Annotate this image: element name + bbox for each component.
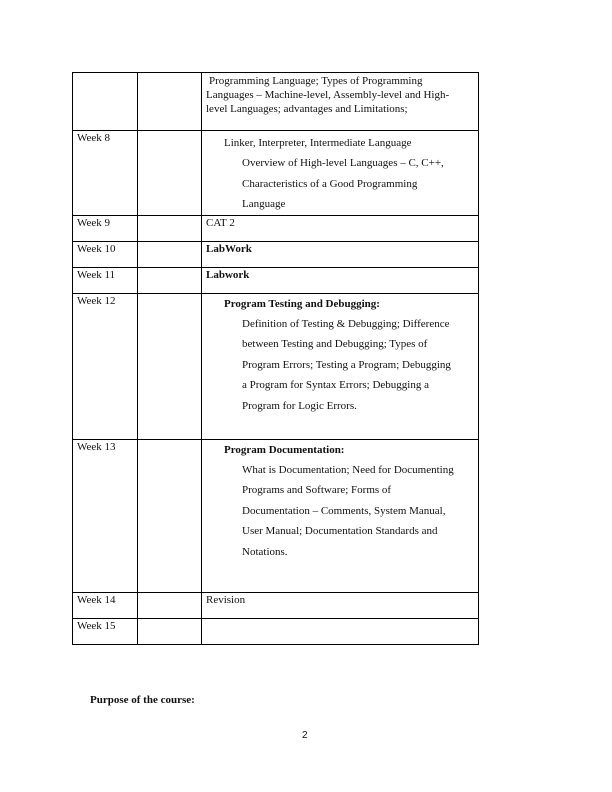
content-cell xyxy=(202,293,479,439)
content-cell xyxy=(202,618,479,644)
week-cell: Week 11 xyxy=(73,267,138,293)
content-line: Programs and Software; Forms of xyxy=(242,484,392,496)
table-row xyxy=(73,241,479,267)
table-row xyxy=(73,267,479,293)
blank-cell xyxy=(138,592,202,618)
table-row xyxy=(73,293,479,439)
content-line: Languages – Machine-level, Assembly-level and High- xyxy=(206,89,450,101)
week-cell: Week 9 xyxy=(73,215,138,241)
table-row xyxy=(73,73,479,131)
content-line: User Manual; Documentation Standards and xyxy=(242,525,438,537)
topic-heading: Program Documentation: xyxy=(224,443,345,456)
table-row xyxy=(73,439,479,592)
content-line: Characteristics of a Good Programming xyxy=(242,177,418,190)
content-line: Linker, Interpreter, Intermediate Language xyxy=(224,137,412,149)
week-cell: Week 10 xyxy=(73,241,138,267)
week-cell: Week 13 xyxy=(73,439,138,592)
content-line: What is Documentation; Need for Documenting xyxy=(242,463,454,476)
content-line: Program for Logic Errors. xyxy=(242,399,357,412)
content-cell: LabWork xyxy=(202,241,479,267)
content-cell: Labwork xyxy=(202,267,479,293)
course-schedule-table xyxy=(72,72,479,645)
week-cell: Week 8 xyxy=(73,131,138,216)
table-row xyxy=(73,618,479,644)
blank-cell xyxy=(138,267,202,293)
content-line: Programming Language; Types of Programming xyxy=(209,75,423,87)
content-cell: CAT 2 xyxy=(202,215,479,241)
content-line: a Program for Syntax Errors; Debugging a xyxy=(242,379,429,391)
week-cell: Week 12 xyxy=(73,293,138,439)
content-line: between Testing and Debugging; Types of xyxy=(242,338,428,350)
content-line: Overview of High-level Languages – C, C++, xyxy=(242,157,444,169)
content-line: Language xyxy=(242,198,286,210)
table-row xyxy=(73,131,479,216)
blank-cell xyxy=(138,215,202,241)
week-cell xyxy=(73,73,138,131)
topic-heading: Program Testing and Debugging: xyxy=(224,297,380,310)
week-cell: Week 14 xyxy=(73,592,138,618)
blank-cell xyxy=(138,73,202,131)
content-cell: Revision xyxy=(202,592,479,618)
week-cell: Week 15 xyxy=(73,618,138,644)
content-cell xyxy=(202,131,479,216)
content-cell xyxy=(202,439,479,592)
blank-cell xyxy=(138,131,202,216)
table-row xyxy=(73,215,479,241)
blank-cell xyxy=(138,618,202,644)
content-line: Program Errors; Testing a Program; Debugging xyxy=(242,358,451,371)
content-line: Notations. xyxy=(242,545,288,558)
table-row xyxy=(73,592,479,618)
purpose-heading: Purpose of the course: xyxy=(90,694,195,706)
content-line: Definition of Testing & Debugging; Difference xyxy=(242,317,450,330)
blank-cell xyxy=(138,293,202,439)
content-line: Documentation – Comments, System Manual, xyxy=(242,504,446,517)
page-number: 2 xyxy=(302,730,308,741)
content-cell xyxy=(202,73,479,131)
content-line: level Languages; advantages and Limitations; xyxy=(206,103,408,115)
blank-cell xyxy=(138,439,202,592)
blank-cell xyxy=(138,241,202,267)
